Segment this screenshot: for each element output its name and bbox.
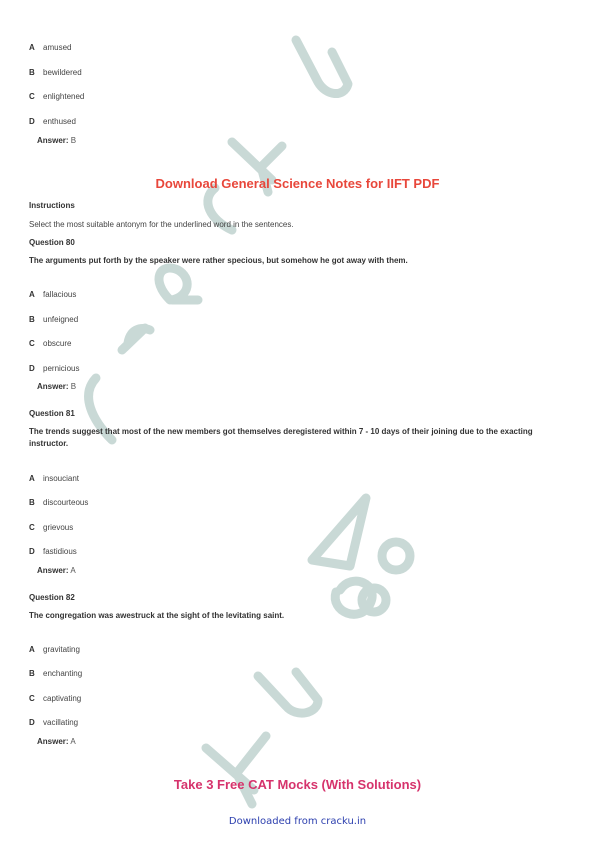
question-82-text: The congregation was awestruck at the sight of the levitating saint. — [29, 611, 285, 620]
option-text: enchanting — [43, 669, 83, 678]
option-text: bewildered — [43, 68, 82, 77]
watermark-letter-u — [296, 40, 348, 94]
q80-option-a — [29, 290, 76, 299]
q80-answer — [37, 382, 76, 391]
option-letter: D — [29, 364, 35, 373]
watermark-letter-k2 — [206, 736, 266, 804]
promo-link-cat-mocks[interactable]: Take 3 Free CAT Mocks (With Solutions) — [173, 777, 422, 792]
option-text: obscure — [43, 339, 72, 348]
option-letter: C — [29, 694, 35, 703]
option-text: pernicious — [43, 364, 80, 373]
footer-download-link[interactable]: Downloaded from cracku.in — [228, 816, 367, 827]
option-letter: B — [29, 68, 35, 77]
q80-option-d — [29, 364, 79, 373]
promo-link-science-notes[interactable]: Download General Science Notes for IIFT PDF — [155, 176, 440, 191]
question-82-label: Question 82 — [29, 593, 75, 602]
answer-value: B — [70, 382, 77, 391]
option-text: amused — [43, 43, 72, 52]
watermark-cap — [312, 498, 366, 566]
watermark-ring-1 — [382, 542, 410, 570]
option-letter: C — [29, 339, 35, 348]
q80-option-b — [29, 315, 78, 324]
instructions-text: Select the most suitable antonym for the underlined word in the sentences. — [29, 220, 294, 229]
answer-label: Answer: — [37, 382, 69, 391]
question-80-label: Question 80 — [29, 238, 75, 247]
q82-option-d — [29, 718, 78, 727]
option-letter: B — [29, 669, 35, 678]
answer-label: Answer: — [37, 136, 69, 145]
option-letter: B — [29, 498, 35, 507]
option-letter: D — [29, 547, 35, 556]
option-letter: D — [29, 117, 35, 126]
option-text: fallacious — [43, 290, 77, 299]
option-letter: C — [29, 92, 35, 101]
option-text: enthused — [43, 117, 76, 126]
option-text: enlightened — [43, 92, 85, 101]
option-text: discourteous — [43, 498, 89, 507]
q79-answer — [37, 136, 76, 145]
q81-answer — [37, 566, 76, 575]
option-text: captivating — [43, 694, 82, 703]
question-80-text: The arguments put forth by the speaker were rather specious, but somehow he got away with them. — [29, 256, 408, 265]
option-text: unfeigned — [43, 315, 79, 324]
q81-option-d — [29, 547, 77, 556]
answer-label: Answer: — [37, 566, 69, 575]
option-text: gravitating — [43, 645, 80, 654]
option-text: fastidious — [43, 547, 77, 556]
question-81-label: Question 81 — [29, 409, 75, 418]
q82-option-a — [29, 645, 80, 654]
option-letter: A — [29, 645, 35, 654]
answer-value: A — [70, 566, 76, 575]
question-81-text: The trends suggest that most of the new members got themselves deregistered within 7 - 10 days of their joining due to the exacting instructor. — [29, 427, 533, 448]
q81-option-b — [29, 498, 88, 507]
watermark-letter-u2 — [258, 672, 318, 713]
watermark-letter-a — [159, 268, 198, 300]
q80-option-c — [29, 339, 71, 348]
option-letter: A — [29, 43, 35, 52]
q82-option-c — [29, 694, 81, 703]
q79-option-d — [29, 117, 76, 126]
option-letter: C — [29, 523, 35, 532]
option-text: vacillating — [43, 718, 79, 727]
instructions-heading: Instructions — [29, 201, 75, 210]
option-letter: B — [29, 315, 35, 324]
q79-option-c — [29, 92, 84, 101]
option-text: insouciant — [43, 474, 80, 483]
answer-value: A — [70, 737, 76, 746]
answer-value: B — [70, 136, 77, 145]
q81-option-c — [29, 523, 73, 532]
q79-option-b — [29, 68, 82, 77]
watermark-letter-r — [122, 328, 150, 350]
watermark-ring-2 — [362, 588, 386, 612]
answer-label: Answer: — [37, 737, 69, 746]
option-letter: D — [29, 718, 35, 727]
option-letter: A — [29, 474, 35, 483]
q82-answer — [37, 737, 76, 746]
option-text: grievous — [43, 523, 74, 532]
q81-option-a — [29, 474, 79, 483]
q79-option-a — [29, 43, 71, 52]
q82-option-b — [29, 669, 82, 678]
option-letter: A — [29, 290, 35, 299]
